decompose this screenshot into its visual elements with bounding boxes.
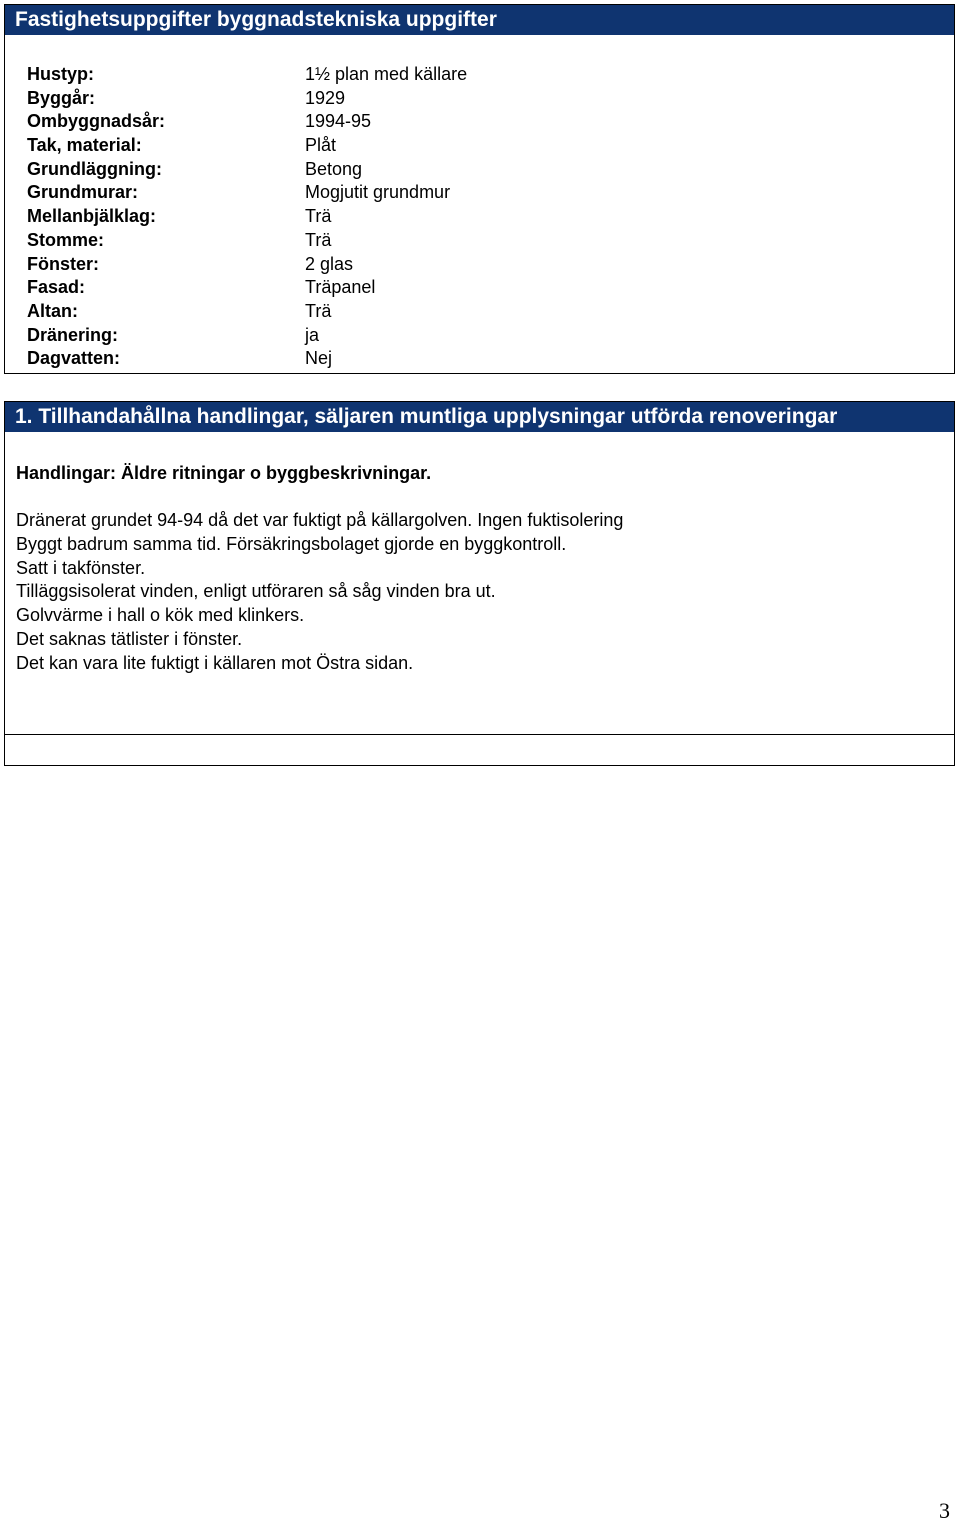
property-value: Trä bbox=[305, 229, 332, 250]
note-line: Satt i takfönster. bbox=[16, 557, 146, 578]
property-label: Hustyp: bbox=[27, 64, 94, 84]
property-value: Nej bbox=[305, 348, 333, 369]
note-line: Det saknas tätlister i fönster. bbox=[16, 628, 243, 649]
property-value: 1929 bbox=[305, 87, 346, 108]
property-label: Grundläggning: bbox=[27, 158, 162, 179]
documents-title: 1. Tillhandahållna handlingar, säljaren muntliga upplysningar utförda renoveringar bbox=[5, 402, 954, 432]
property-value: Träpanel bbox=[305, 277, 376, 298]
property-value: 2 glas bbox=[305, 253, 354, 274]
property-value: ja bbox=[305, 324, 320, 345]
handlingar-value: Äldre ritningar o byggbeskrivningar. bbox=[121, 463, 432, 483]
note-line: Tilläggsisolerat vinden, enligt utföraren så såg vinden bra ut. bbox=[16, 581, 496, 602]
property-label: Dränering: bbox=[27, 324, 119, 345]
property-label: Byggår: bbox=[27, 87, 96, 108]
property-label: Fasad: bbox=[27, 277, 86, 298]
building-details-section bbox=[4, 4, 955, 374]
property-value: Betong bbox=[305, 158, 363, 179]
property-value: Plåt bbox=[305, 135, 337, 156]
property-value: 1994-95 bbox=[305, 111, 372, 132]
building-details-title: Fastighetsuppgifter byggnadstekniska uppgifter bbox=[5, 5, 954, 35]
handlingar-line bbox=[16, 461, 431, 485]
note-line: Golvvärme i hall o kök med klinkers. bbox=[16, 605, 305, 626]
note-line: Byggt badrum samma tid. Försäkringsbolaget gjorde en byggkontroll. bbox=[16, 533, 567, 554]
property-label: Ombyggnadsår: bbox=[27, 111, 166, 132]
seller-notes bbox=[16, 509, 623, 676]
property-label: Dagvatten: bbox=[27, 348, 121, 369]
documents-section bbox=[4, 401, 955, 735]
property-value: Trä bbox=[305, 206, 332, 227]
property-value: 1½ plan med källare bbox=[305, 64, 468, 84]
page-number: 3 bbox=[939, 1498, 950, 1523]
property-value: Trä bbox=[305, 300, 332, 321]
note-line: Dränerat grundet 94-94 då det var fuktigt på källargolven. Ingen fuktisolering bbox=[16, 510, 624, 530]
property-value: Mogjutit grundmur bbox=[305, 182, 451, 203]
property-label: Grundmurar: bbox=[27, 182, 139, 203]
property-label: Stomme: bbox=[27, 229, 105, 250]
property-label: Tak, material: bbox=[27, 135, 142, 156]
property-label: Mellanbjälklag: bbox=[27, 206, 157, 227]
property-label: Fönster: bbox=[27, 253, 99, 274]
empty-table-row bbox=[4, 735, 955, 766]
note-line: Det kan vara lite fuktigt i källaren mot Östra sidan. bbox=[16, 652, 414, 673]
handlingar-label: Handlingar: bbox=[16, 463, 117, 483]
property-label: Altan: bbox=[27, 300, 78, 321]
